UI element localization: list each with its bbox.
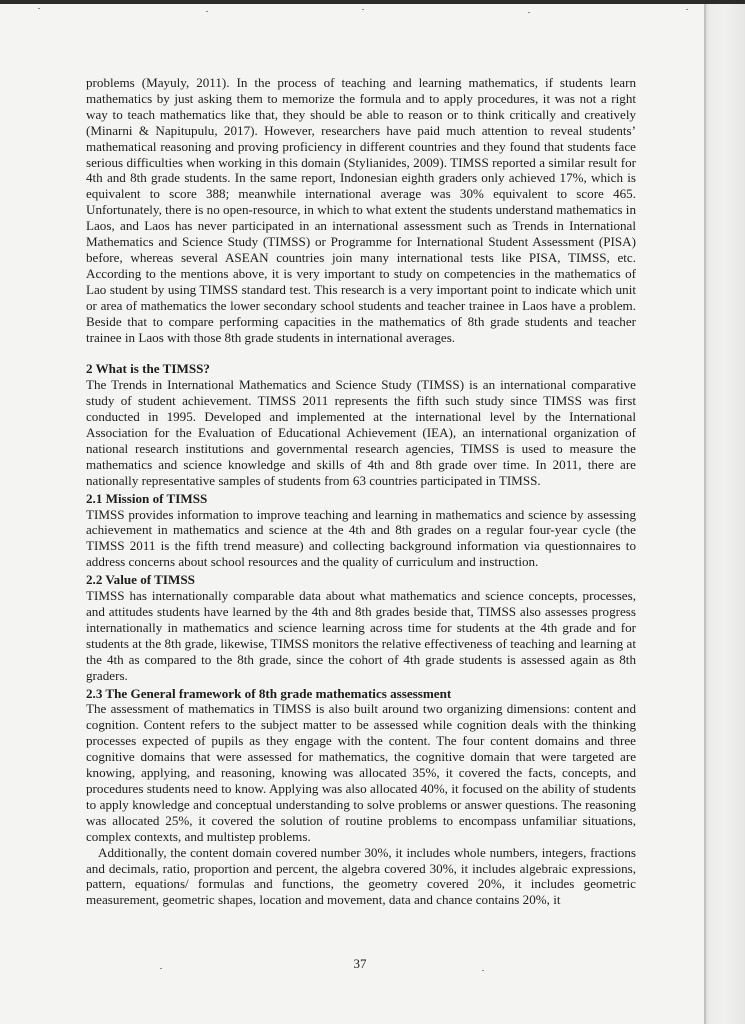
section-heading-what-is-timss: 2 What is the TIMSS? (86, 361, 210, 377)
page-number: 37 (353, 956, 367, 971)
scan-speck (206, 11, 208, 12)
subsection-heading-framework: 2.3 The General framework of 8th grade mathematics assessment (86, 685, 452, 701)
subsection-heading-mission: 2.1 Mission of TIMSS (86, 490, 208, 506)
page-gutter (704, 4, 745, 1024)
paragraph-content-domains: Additionally, the content domain covered number 30%, it includes whole numbers, integers, fractions and decimals, ratio, proportion and percent, the algebra covered 30%, it includes algebraic expressions, pattern, equations/ formulas and functions, the geometry covered 20%, it includes geometric measurement, geometric shapes, location and movement, data and chance contains 20%, it (86, 844, 636, 908)
scan-speck (686, 9, 688, 10)
scan-speck (38, 8, 40, 9)
gutter-line (704, 4, 706, 1024)
scan-speck (528, 12, 530, 13)
subsection-heading-value: 2.2 Value of TIMSS (86, 572, 195, 588)
page-content (86, 75, 636, 908)
paragraph-timss-overview: The Trends in International Mathematics and Science Study (TIMSS) is an international comparative study of student achievement. TIMSS 2011 represents the fifth such study since TIMSS was first conducted in 1995. Developed and implemented at the international level by the International Association for the Evaluation of Educational Achievement (IEA), an international organization of national research institutions and governmental research agencies, TIMSS is used to measure the mathematics and science knowledge and skills of 4th and 8th grade over time. In 2011, there are nationally representative samples of students from 63 countries participated in TIMSS. (86, 377, 636, 488)
paragraph-intro-continued: problems (Mayuly, 2011). In the process of teaching and learning mathematics, if students learn mathematics by just asking them to memorize the formula and to apply procedures, it was not a right way to teach mathematics like that, they should be able to reason or to think critically and creatively (Minarni & Napitupulu, 2017). However, researchers have paid much attention to reveal students’ mathematical reasoning and proving proficiency in different countries and they found that students face serious difficulties when working in this domain (Stylianides, 2009). TIMSS reported a similar result for 4th and 8th grade students. In the same report, Indonesian eighth graders only achieved 17%, which is equivalent to score 388; meanwhile international average was 30% equivalent to score 465. Unfortunately, there is no open-resource, in which to what extent the students understand mathematics in Laos, and Laos has never participated in an international assessment such as Trends in International Mathematics and Science Study (TIMSS) or Programme for International Student Assessment (PISA) before, whereas several ASEAN countries join many international tests like PISA, TIMSS, etc. According to the mentions above, it is very important to study on competencies in the mathematics of Lao student by using TIMSS standard test. This research is a very important point to indicate which unit or area of mathematics the lower secondary school students and teacher trainee in Laos have a problem. Beside that to compare performing capacities in the mathematics of 8th grade students and teacher trainee in Laos with those 8th grade students in international averages. (86, 75, 636, 345)
scan-speck (362, 9, 364, 10)
paragraph-value: TIMSS has internationally comparable data about what mathematics and science concepts, processes, and attitudes students have learned by the 4th and 8th grades beside that, TIMSS also assesses progress internationally in mathematics and science learning across time for students at the 4th grade and for students at the 8th grade, likewise, TIMSS monitors the relative effectiveness of teaching and learning at the 4th as compared to the 8th grade, since the cohort of 4th grade students is assessed again as 8th graders. (86, 588, 636, 683)
paragraph-framework-dimensions: The assessment of mathematics in TIMSS is also built around two organizing dimensions: content and cognition. Content refers to the subject matter to be assessed while cognition deals with the thinking processes expected of pupils as they engage with the content. The four content domains and three cognitive domains that were assessed for mathematics, the cognitive domain that were targeted are knowing, applying, and reasoning, knowing was allocated 35%, it covered the facts, concepts, and procedures students need to know. Applying was also allocated 40%, it focused on the ability of students to apply knowledge and conceptual understanding to solve problems or answer questions. The reasoning was allocated 25%, it covered the solution of routine problems to encompass unfamiliar situations, complex contexts, and multistep problems. (86, 701, 636, 844)
paragraph-mission: TIMSS provides information to improve teaching and learning in mathematics and science by assessing achievement in mathematics and science at the 4th and 8th grades on a regular four-year cycle (the TIMSS 2011 is the fifth trend measure) and collecting background information via questionnaires to address concerns about school resources and the quality of curriculum and instruction. (86, 506, 636, 570)
